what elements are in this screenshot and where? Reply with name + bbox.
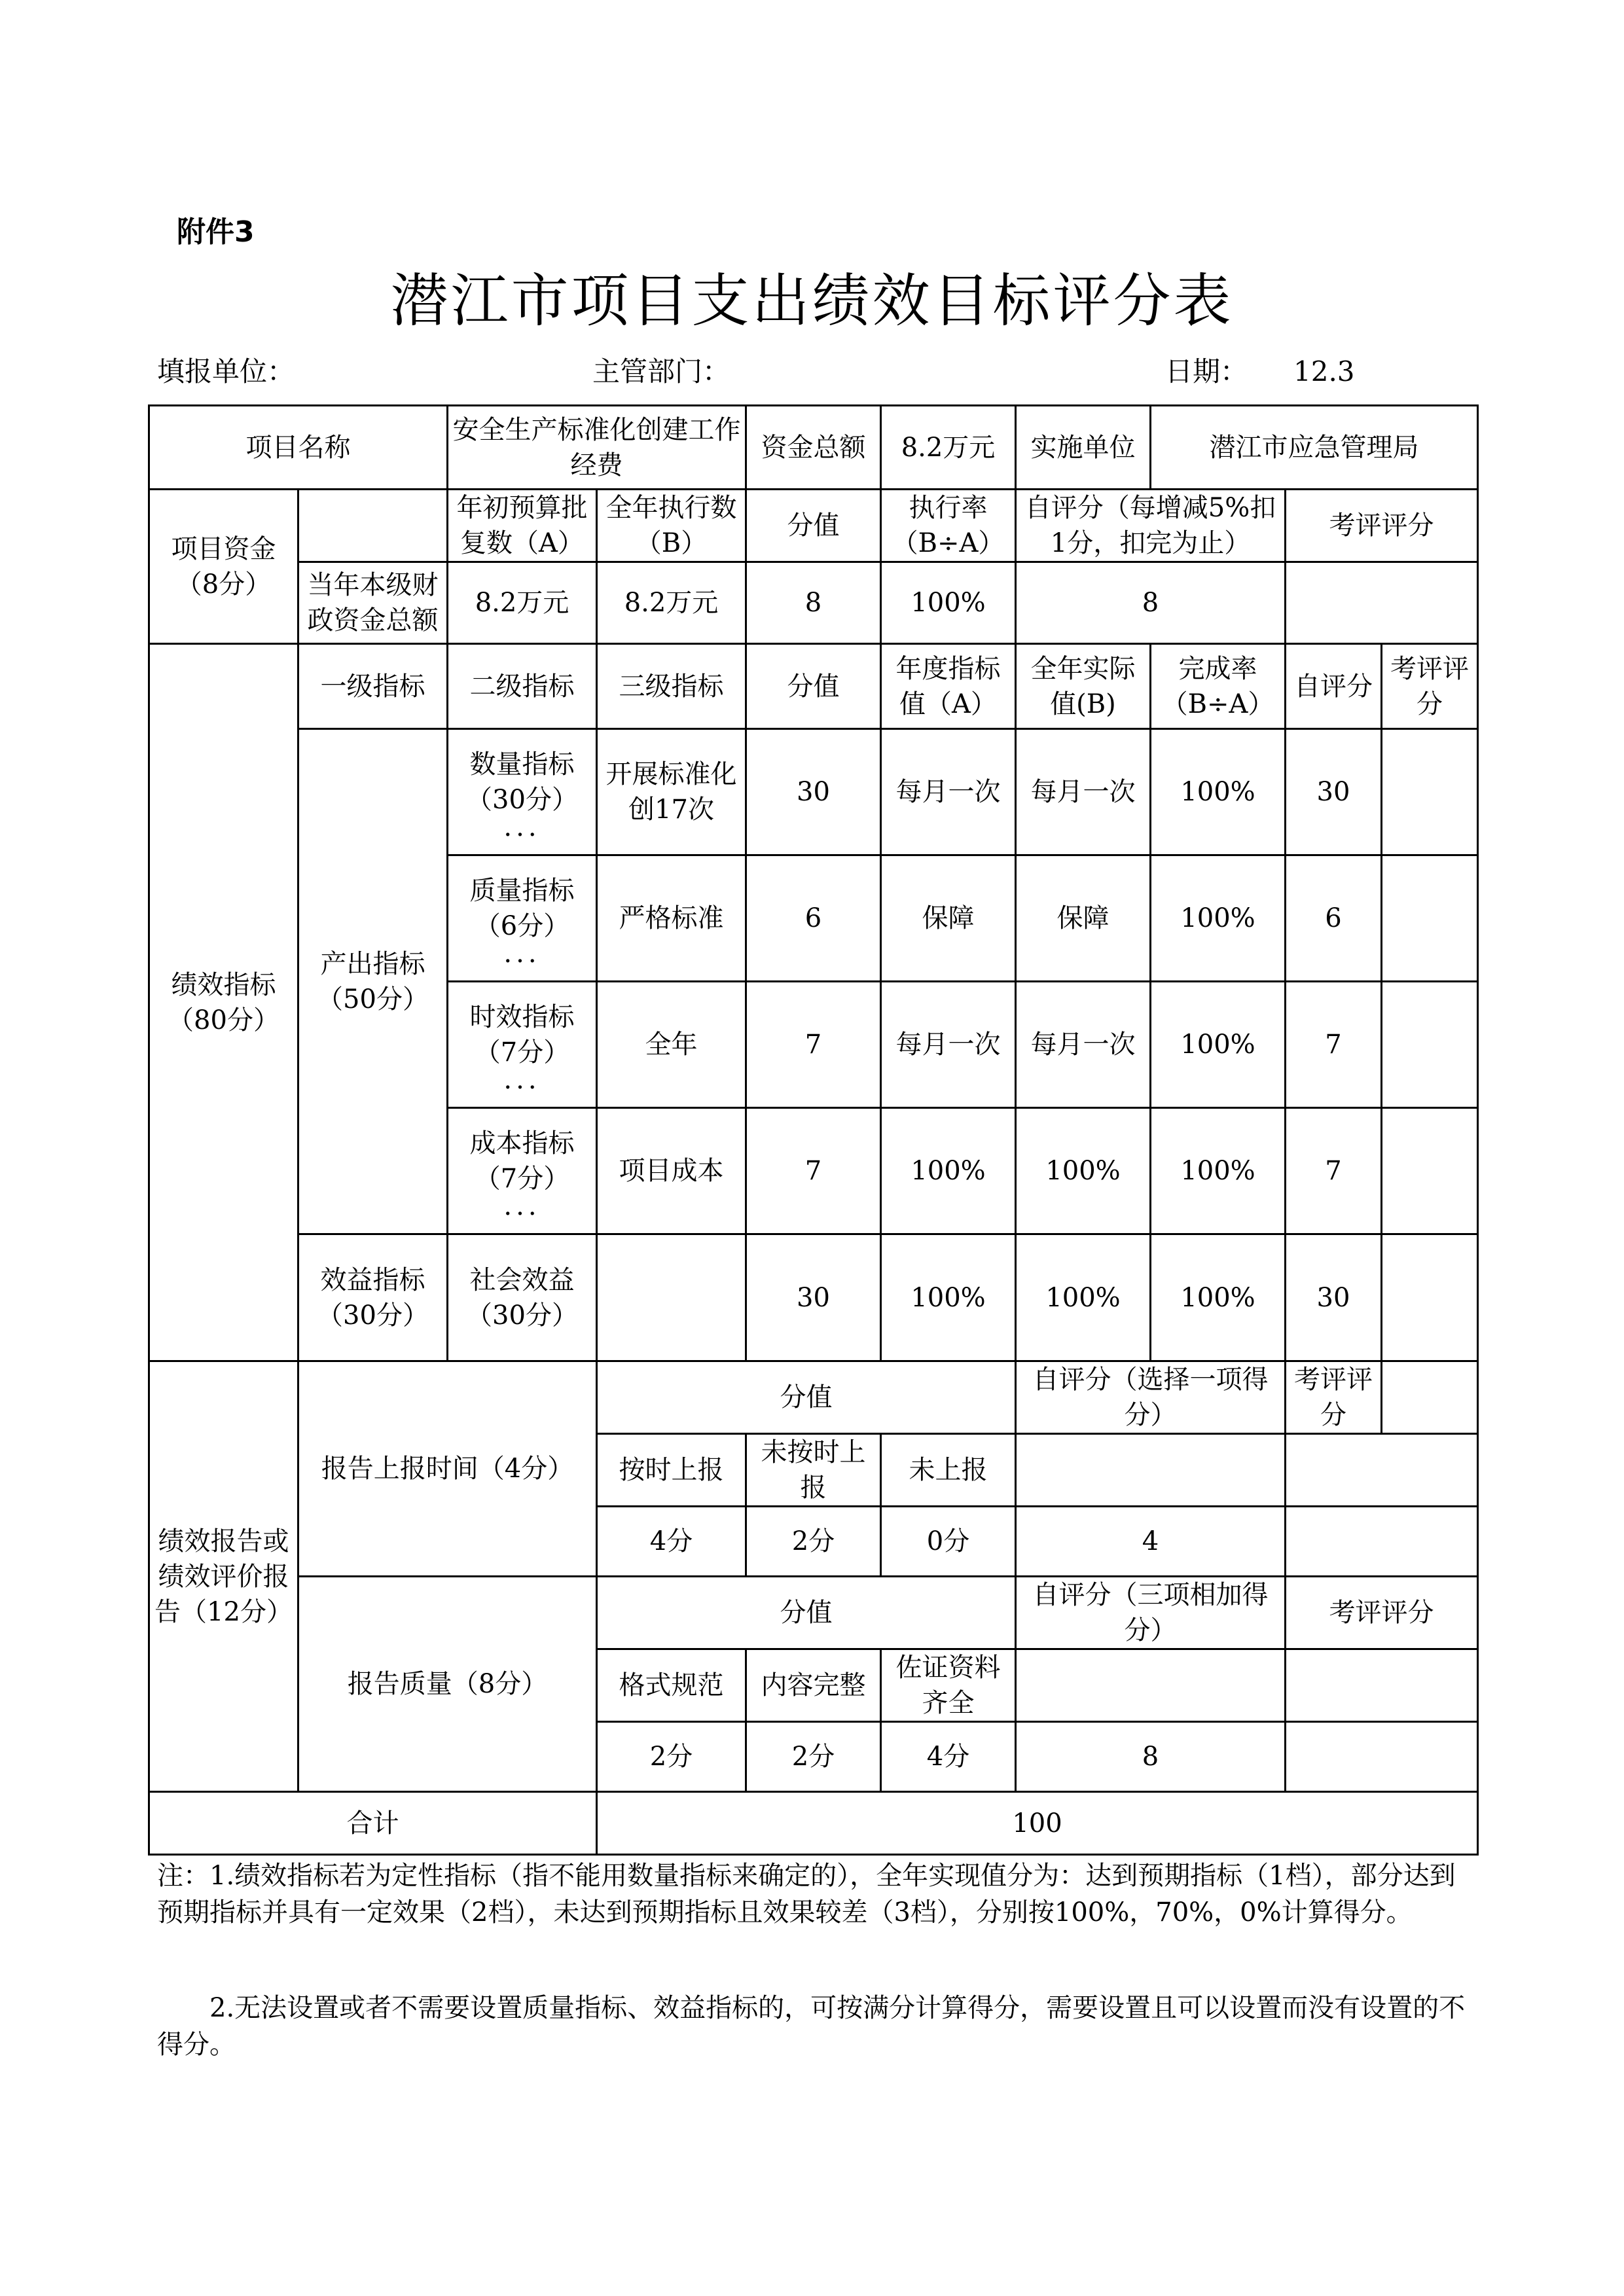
col-budget-header: 年初预算批复数（A） [448,490,597,562]
level2-label: 时效指标（7分） [469,1002,575,1067]
ellipsis-marker: ... [503,939,541,969]
level3-cell: 全年 [597,982,746,1108]
score-cell: 30 [746,729,881,855]
review-score-cell [1382,982,1478,1108]
timing-self-score: 4 [1016,1507,1286,1577]
quality-option: 佐证资料齐全 [881,1649,1016,1722]
self-score-cell: 30 [1286,729,1382,855]
header-completion-rate: 完成率（B÷A） [1151,644,1286,729]
funds-value-row [149,562,1478,644]
funds-row-label: 当年本级财政资金总额 [298,562,448,644]
timing-score: 0分 [881,1507,1016,1577]
quality-self-header: 自评分（三项相加得分） [1016,1577,1286,1649]
target-cell: 每月一次 [881,982,1016,1108]
total-label: 合计 [149,1792,597,1855]
department-label: 主管部门： [592,355,731,387]
indicator-row [149,729,1478,855]
score-cell: 7 [746,982,881,1108]
level3-cell [597,1234,746,1361]
timing-review-score [1286,1507,1478,1577]
quality-self-blank [1016,1649,1286,1722]
project-info-row [149,406,1478,490]
funds-header-row [149,490,1478,562]
header-score: 分值 [746,644,881,729]
timing-option: 按时上报 [597,1434,746,1507]
attachment-label: 附件3 [177,215,255,249]
quality-option: 内容完整 [746,1649,881,1722]
col-score-header: 分值 [746,490,881,562]
timing-self-blank [1016,1434,1286,1507]
timing-score: 4分 [597,1507,746,1577]
timing-score: 2分 [746,1507,881,1577]
total-funds-value: 8.2万元 [881,406,1016,490]
project-name-label: 项目名称 [149,406,448,490]
rate-cell: 100% [1151,1234,1286,1361]
exec-value: 8.2万元 [597,562,746,644]
header-review-score: 考评评分 [1382,644,1478,729]
header-self-score: 自评分 [1286,644,1382,729]
actual-cell: 每月一次 [1016,729,1151,855]
date-label: 日期： [1165,355,1248,387]
budget-value: 8.2万元 [448,562,597,644]
actual-cell: 保障 [1016,855,1151,982]
col-rate-header: 执行率（B÷A） [881,490,1016,562]
level2-label: 数量指标（30分） [466,749,578,815]
level2-cell [448,729,597,855]
quality-score: 2分 [597,1722,746,1792]
report-quality-header-row [149,1577,1478,1649]
review-score-cell [1382,729,1478,855]
self-score-cell: 7 [1286,1108,1382,1234]
level2-cell [448,982,597,1108]
col-self-score-header: 自评分（每增减5%扣1分，扣完为止） [1016,490,1286,562]
date-field [1165,350,1355,389]
level3-cell: 严格标准 [597,855,746,982]
total-value: 100 [597,1792,1478,1855]
quality-review-header: 考评评分 [1286,1577,1478,1649]
reporting-unit-label: 填报单位： [157,355,295,387]
funds-score-value: 8 [746,562,881,644]
output-indicator-label: 产出指标（50分） [298,729,448,1234]
timing-review-header: 考评评分 [1286,1361,1382,1434]
col-exec-header: 全年执行数（B） [597,490,746,562]
quality-option: 格式规范 [597,1649,746,1722]
header-level2: 二级指标 [448,644,597,729]
self-score-cell: 6 [1286,855,1382,982]
timing-review-blank [1382,1361,1478,1434]
level2-label: 成本指标（7分） [469,1128,575,1194]
funds-review-score [1286,562,1478,644]
review-score-cell [1382,1234,1478,1361]
report-section-label: 绩效报告或绩效评价报告（12分） [149,1361,298,1792]
actual-cell: 100% [1016,1108,1151,1234]
score-cell: 6 [746,855,881,982]
perf-section-label: 绩效指标（80分） [149,644,298,1361]
target-cell: 100% [881,1108,1016,1234]
indicator-row [149,1234,1478,1361]
perf-header-row [149,644,1478,729]
score-table [148,404,1479,1856]
total-row [149,1792,1478,1855]
quality-score: 4分 [881,1722,1016,1792]
header-annual-target: 年度指标值（A） [881,644,1016,729]
funds-self-score: 8 [1016,562,1286,644]
score-cell: 7 [746,1108,881,1234]
note-2: 2.无法设置或者不需要设置质量指标、效益指标的，可按满分计算得分，需要设置且可以设置而没有设置的不得分。 [157,1993,1466,2060]
review-score-cell [1382,855,1478,982]
header-actual-value: 全年实际值(B) [1016,644,1151,729]
report-quality-label: 报告质量（8分） [298,1577,597,1792]
target-cell: 100% [881,1234,1016,1361]
funds-blank-cell [298,490,448,562]
timing-option: 未按时上报 [746,1434,881,1507]
level2-label: 质量指标（6分） [469,876,575,941]
project-name: 安全生产标准化创建工作经费 [448,406,746,490]
note-1: 注：1.绩效指标若为定性指标（指不能用数量指标来确定的），全年实现值分为：达到预期指标（1档），部分达到预期指标并具有一定效果（2档），未达到预期指标且效果较差（3档），分别按100%，70%，0%计算得分。 [157,1861,1456,1928]
benefit-indicator-label: 效益指标（30分） [298,1234,448,1361]
quality-self-score: 8 [1016,1722,1286,1792]
report-timing-header-row [149,1361,1478,1434]
total-funds-label: 资金总额 [746,406,881,490]
funds-section-label: 项目资金（8分） [149,490,298,644]
date-value: 12.3 [1293,355,1355,387]
quality-score-header: 分值 [597,1577,1016,1649]
header-level3: 三级指标 [597,644,746,729]
level2-cell [448,855,597,982]
quality-score: 2分 [746,1722,881,1792]
page-title: 潜江市项目支出绩效目标评分表 [390,267,1234,334]
self-score-cell: 30 [1286,1234,1382,1361]
score-cell: 30 [746,1234,881,1361]
actual-cell: 100% [1016,1234,1151,1361]
rate-cell: 100% [1151,729,1286,855]
report-timing-label: 报告上报时间（4分） [298,1361,597,1577]
level3-cell: 项目成本 [597,1108,746,1234]
level2-cell [448,1108,597,1234]
target-cell: 保障 [881,855,1016,982]
target-cell: 每月一次 [881,729,1016,855]
timing-review-blank [1286,1434,1478,1507]
timing-self-header: 自评分（选择一项得分） [1016,1361,1286,1434]
level2-cell: 社会效益（30分） [448,1234,597,1361]
level3-cell: 开展标准化创17次 [597,729,746,855]
quality-review-score [1286,1722,1478,1792]
rate-cell: 100% [1151,982,1286,1108]
impl-unit-label: 实施单位 [1016,406,1151,490]
rate-cell: 100% [1151,1108,1286,1234]
exec-rate-value: 100% [881,562,1016,644]
ellipsis-marker: ... [503,812,541,842]
self-score-cell: 7 [1286,982,1382,1108]
impl-unit-value: 潜江市应急管理局 [1151,406,1478,490]
quality-review-blank [1286,1649,1478,1722]
ellipsis-marker: ... [503,1191,541,1221]
header-level1: 一级指标 [298,644,448,729]
col-review-header: 考评评分 [1286,490,1478,562]
rate-cell: 100% [1151,855,1286,982]
timing-option: 未上报 [881,1434,1016,1507]
ellipsis-marker: ... [503,1065,541,1095]
timing-score-header: 分值 [597,1361,1016,1434]
actual-cell: 每月一次 [1016,982,1151,1108]
review-score-cell [1382,1108,1478,1234]
